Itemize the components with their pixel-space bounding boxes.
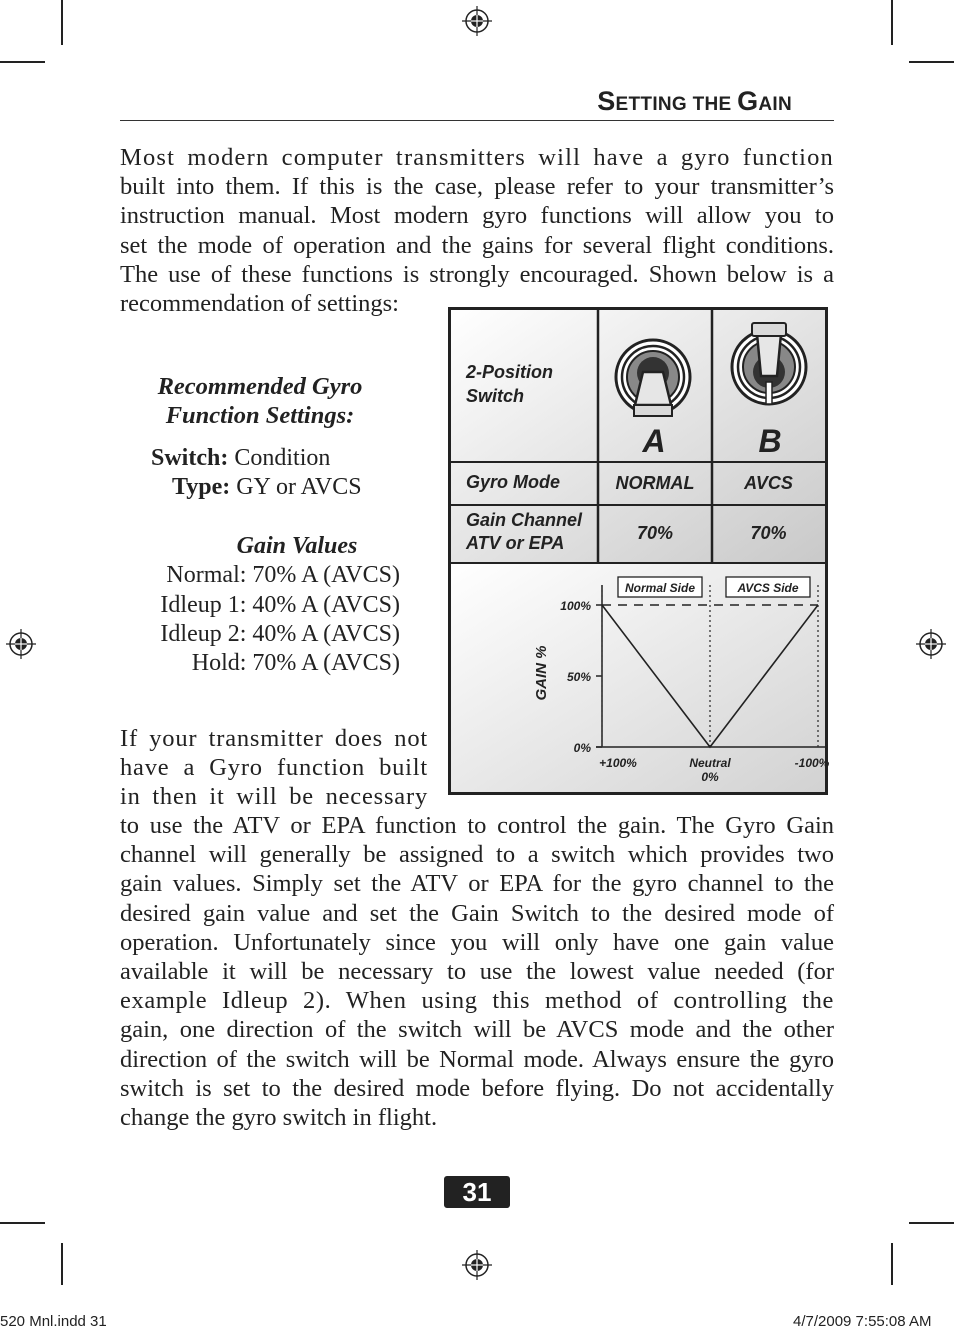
body-paragraph: [120, 811, 834, 1132]
crop-mark: [61, 0, 63, 45]
text-line: channel will generally be assigned to a switch which provides two: [120, 841, 834, 869]
page-number: 31: [444, 1176, 510, 1208]
x-tick-label: Neutral: [689, 756, 731, 770]
crop-mark: [909, 61, 954, 63]
text-line: Most modern computer transmitters will have a gyro function: [120, 144, 834, 171]
text-line: in then it will be necessary: [120, 783, 428, 811]
crop-mark: [891, 1243, 893, 1285]
text-line: available it will be necessary to use the lowest value needed (for: [120, 958, 834, 986]
gain-value-row: Idleup 1: 40% A (AVCS): [160, 591, 400, 618]
section-title: SETTING THE GAIN: [597, 86, 792, 116]
registration-mark-icon: [462, 1250, 492, 1280]
legend-normal-label: Normal Side: [624, 581, 696, 595]
text-line: recommendation of settings:: [120, 290, 399, 318]
gain-channel-label: Gain Channel ATV or EPA: [466, 510, 583, 553]
crop-mark: [891, 0, 893, 45]
text-line: desired gain value and set the Gain Switch to the desired mode of: [120, 899, 834, 927]
y-axis-label: GAIN %: [533, 645, 550, 701]
text-line: instruction manual. Most modern gyro functions will allow you to: [120, 202, 834, 230]
text-line: direction of the switch will be Normal mode. Always ensure the gyro: [120, 1045, 834, 1073]
gyro-mode-b: AVCS: [744, 473, 793, 493]
gyro-switch-figure: [448, 307, 828, 795]
gain-value-row: Idleup 2: 40% A (AVCS): [160, 620, 400, 647]
legend-avcs-label: AVCS Side: [737, 581, 799, 595]
gyro-mode-label: Gyro Mode: [466, 472, 561, 492]
gain-value-row: Hold: 70% A (AVCS): [191, 650, 400, 677]
text-line: gain values. Simply set the ATV or EPA for the gyro channel to the: [120, 870, 834, 898]
position-b-label: B: [758, 423, 782, 459]
position-a-label: A: [642, 423, 666, 459]
text-line: set the mode of operation and the gains for several flight conditions.: [120, 231, 834, 259]
crop-mark: [61, 1243, 63, 1285]
registration-mark-icon: [462, 6, 492, 36]
gain-channel-a: 70%: [636, 523, 674, 543]
registration-mark-icon: [916, 629, 946, 659]
y-tick-label: 0%: [573, 741, 591, 755]
y-tick-label: 50%: [566, 670, 591, 684]
x-tick-label: 0%: [701, 770, 719, 784]
text-line: change the gyro switch in flight.: [120, 1104, 438, 1132]
registration-mark-icon: [6, 629, 36, 659]
y-tick-label: 100%: [560, 599, 591, 613]
text-line: example Idleup 2). When using this method of controlling the: [120, 987, 834, 1015]
gain-chart: [451, 563, 830, 792]
x-tick-label: -100%: [794, 756, 830, 770]
crop-mark: [0, 61, 45, 63]
intro-paragraph: [120, 143, 834, 318]
switch-label: 2-Position Switch: [466, 362, 554, 406]
x-tick-label: +100%: [599, 756, 637, 770]
section-header: [120, 86, 834, 121]
side-paragraph: [120, 724, 428, 812]
recommended-title: Recommended Gyro Function Settings:: [157, 373, 363, 429]
crop-mark: [909, 1222, 954, 1224]
footer-timestamp: 4/7/2009 7:55:08 AM: [793, 1313, 932, 1330]
text-line: The use of these functions is strongly encouraged. Shown below is a: [120, 260, 834, 288]
text-line: switch is set to the desired mode before flying. Do not accidentally: [120, 1074, 834, 1102]
text-line: to use the ATV or EPA function to control the gain. The Gyro Gain: [120, 812, 834, 839]
footer-file-info: 520 Mnl.indd 31: [0, 1313, 107, 1330]
switch-setting: Switch: Condition: [151, 445, 331, 471]
gyro-mode-a: NORMAL: [615, 473, 695, 493]
text-line: operation. Unfortunately since you will only have one gain value: [120, 928, 834, 956]
crop-mark: [0, 1222, 45, 1224]
gain-values: [120, 532, 400, 678]
toggle-switch-a-icon: [616, 340, 690, 416]
type-setting: Type: GY or AVCS: [172, 474, 362, 500]
text-line: built into them. If this is the case, please refer to your transmitter’s: [120, 173, 834, 201]
text-line: gain, one direction of the switch will be AVCS mode and the other: [120, 1016, 834, 1044]
gain-values-title: Gain Values: [236, 533, 358, 559]
gain-channel-b: 70%: [750, 523, 787, 543]
gain-value-row: Normal: 70% A (AVCS): [166, 562, 400, 589]
text-line: have a Gyro function built: [120, 754, 428, 782]
text-line: If your transmitter does not: [120, 725, 428, 752]
